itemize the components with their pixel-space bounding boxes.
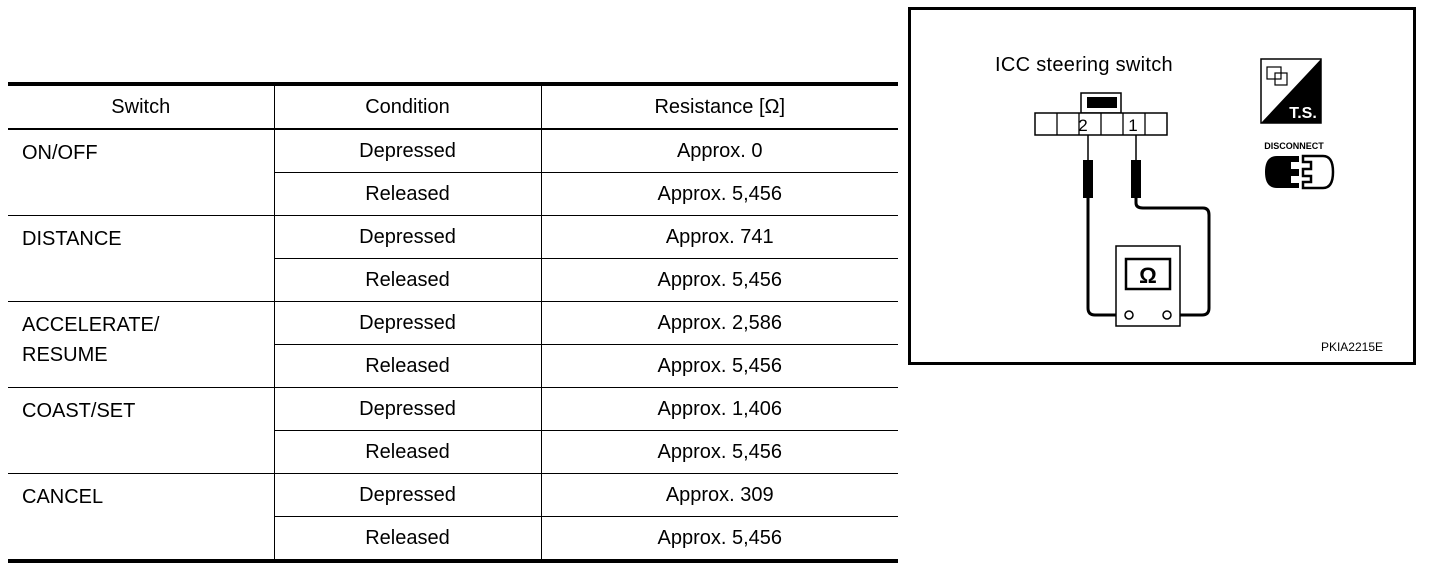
probe-icon xyxy=(1083,135,1141,198)
switch-name: DISTANCE xyxy=(8,216,274,302)
resistance-cell: Approx. 2,586 xyxy=(541,302,898,345)
header-resistance: Resistance [Ω] xyxy=(541,84,898,129)
condition-cell: Depressed xyxy=(274,129,541,173)
resistance-cell: Approx. 5,456 xyxy=(541,517,898,562)
switch-name: CANCEL xyxy=(8,474,274,562)
ohm-symbol: Ω xyxy=(1139,263,1157,288)
pin-2-label: 2 xyxy=(1078,116,1088,135)
switch-name: ON/OFF xyxy=(8,129,274,216)
condition-cell: Released xyxy=(274,431,541,474)
header-switch: Switch xyxy=(8,84,274,129)
table-row xyxy=(8,129,898,173)
table-row xyxy=(8,388,898,431)
resistance-cell: Approx. 1,406 xyxy=(541,388,898,431)
condition-cell: Depressed xyxy=(274,302,541,345)
switch-name: COAST/SET xyxy=(8,388,274,474)
condition-cell: Released xyxy=(274,259,541,302)
table-row xyxy=(8,474,898,517)
condition-cell: Depressed xyxy=(274,388,541,431)
condition-cell: Released xyxy=(274,173,541,216)
condition-cell: Depressed xyxy=(274,216,541,259)
header-condition: Condition xyxy=(274,84,541,129)
condition-cell: Released xyxy=(274,517,541,562)
resistance-cell: Approx. 309 xyxy=(541,474,898,517)
condition-cell: Released xyxy=(274,345,541,388)
diagram-drawing xyxy=(911,10,1413,362)
table-header-row xyxy=(8,84,898,129)
pin-1-label: 1 xyxy=(1128,116,1138,135)
wiring-diagram xyxy=(908,7,1416,365)
resistance-cell: Approx. 5,456 xyxy=(541,259,898,302)
resistance-cell: Approx. 5,456 xyxy=(541,431,898,474)
resistance-spec-table xyxy=(8,82,898,563)
disconnect-icon xyxy=(1265,156,1333,188)
resistance-cell: Approx. 741 xyxy=(541,216,898,259)
table-row xyxy=(8,216,898,259)
resistance-cell: Approx. 5,456 xyxy=(541,173,898,216)
switch-name-text: ACCELERATE/ RESUME xyxy=(22,314,160,366)
disconnect-label: DISCONNECT xyxy=(1264,141,1324,151)
resistance-cell: Approx. 0 xyxy=(541,129,898,173)
connector-icon xyxy=(1035,93,1167,135)
resistance-cell: Approx. 5,456 xyxy=(541,345,898,388)
table-row xyxy=(8,302,898,345)
ts-badge-label: T.S. xyxy=(1289,105,1317,122)
figure-code: PKIA2215E xyxy=(1320,340,1383,354)
switch-name xyxy=(8,302,274,388)
diagram-title: ICC steering switch xyxy=(995,54,1173,76)
condition-cell: Depressed xyxy=(274,474,541,517)
